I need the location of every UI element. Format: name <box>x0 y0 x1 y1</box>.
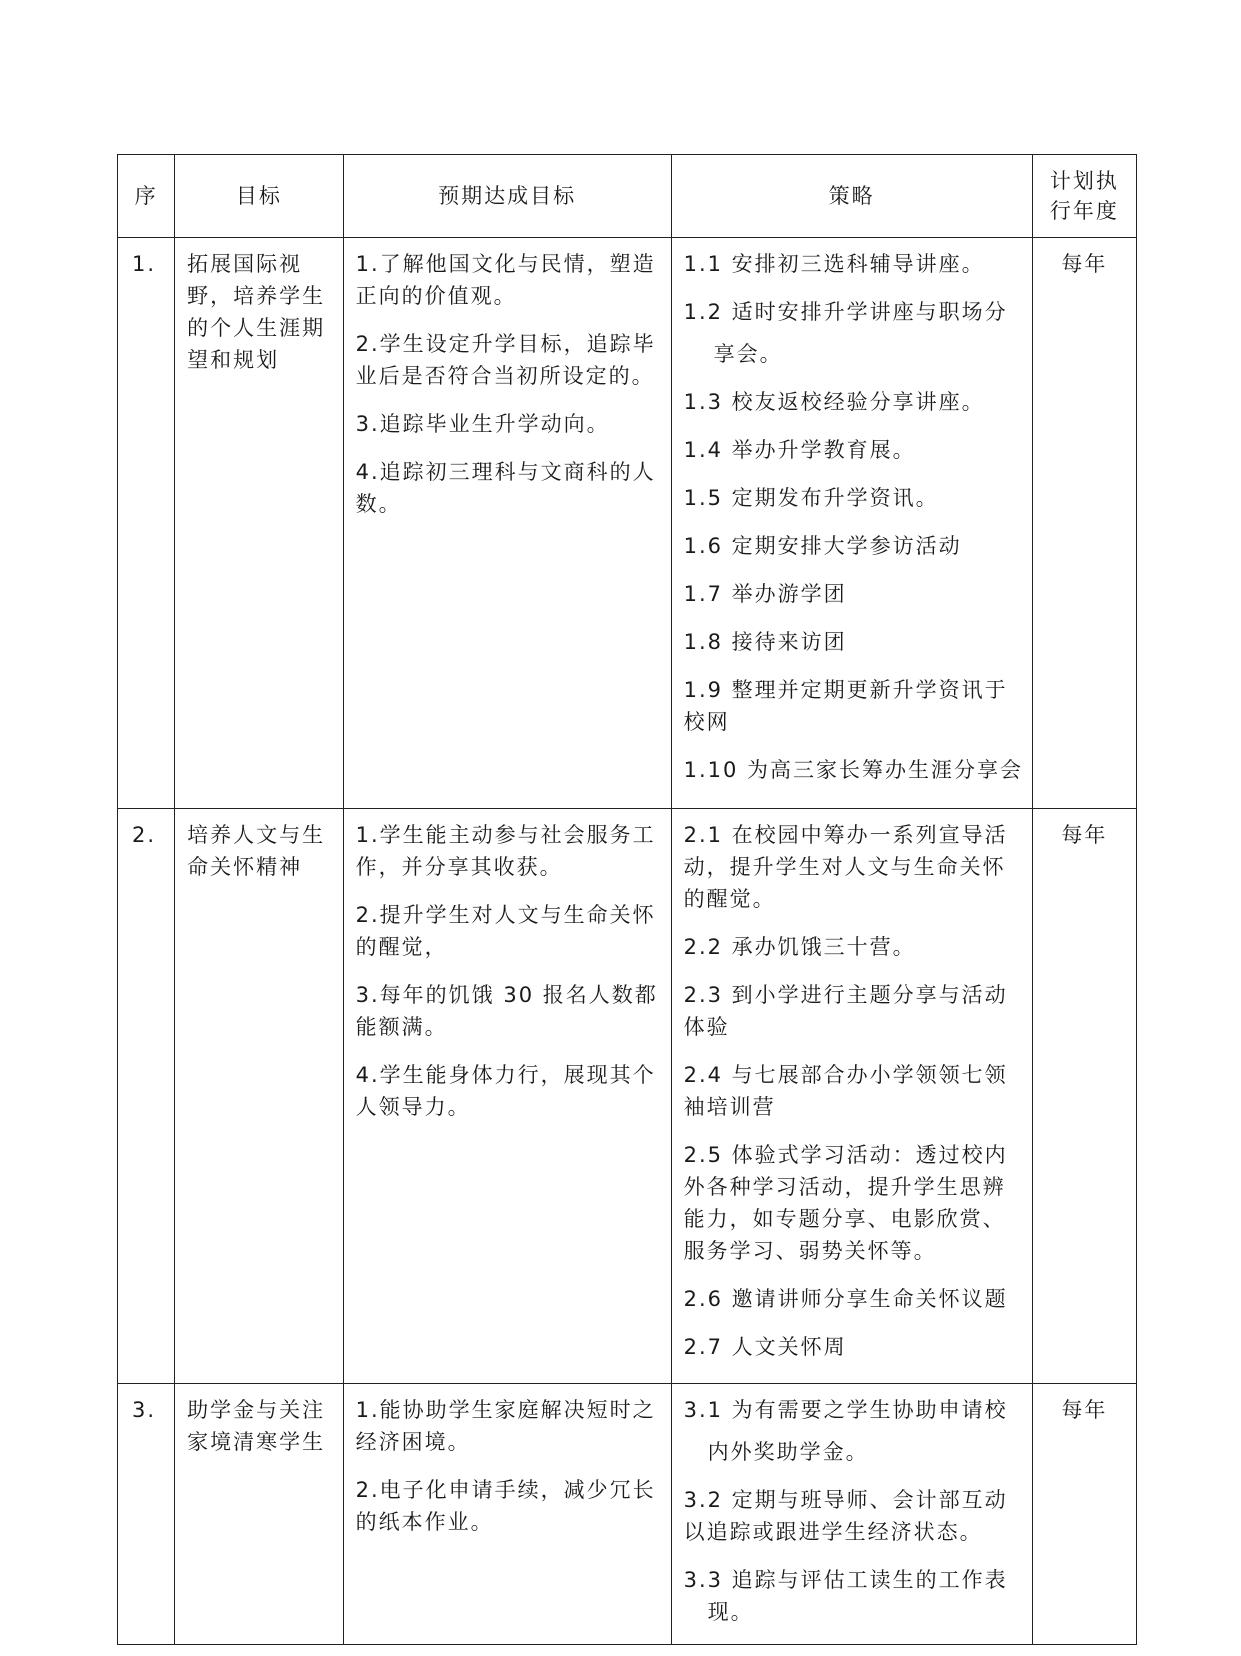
strategy-item-continuation: 内外奖助学金。 <box>707 1440 869 1464</box>
table-header-row <box>118 155 1137 238</box>
strategy-item: 2.5 体验式学习活动：透过校内外各种学习活动，提升学生思辨能力，如专题分享、电影欣赏、服务学习、弱势关怀等。 <box>683 1143 1008 1263</box>
header-year-text: 计划执行年度 <box>1049 169 1119 223</box>
expected-item: 1.能协助学生家庭解决短时之经济困境。 <box>355 1398 656 1454</box>
row-goal: 助学金与关注家境清寒学生 <box>187 1398 326 1454</box>
expected-item: 1.了解他国文化与民情，塑造正向的价值观。 <box>355 252 656 308</box>
row-year-cell <box>1032 1384 1136 1645</box>
strategy-item: 2.2 承办饥饿三十营。 <box>683 935 916 959</box>
strategy-item: 1.7 举办游学团 <box>683 582 847 606</box>
row-strategy-cell <box>671 809 1032 1384</box>
row-expected-cell <box>343 809 671 1384</box>
row-strategy-cell <box>671 238 1032 809</box>
table-row <box>118 809 1137 1384</box>
header-goal: 目标 <box>175 155 343 238</box>
strategy-item: 1.1 安排初三选科辅导讲座。 <box>683 252 985 276</box>
expected-item: 3.每年的饥饿 30 报名人数都能额满。 <box>355 983 658 1039</box>
strategy-item: 1.8 接待来访团 <box>683 630 847 654</box>
expected-item: 3.追踪毕业生升学动向。 <box>355 412 610 436</box>
row-seq-cell <box>118 1384 175 1645</box>
row-year: 每年 <box>1061 823 1108 847</box>
row-seq: 2. <box>132 823 157 847</box>
strategy-item-continuation: 现。 <box>707 1600 754 1624</box>
strategy-item: 3.1 为有需要之学生协助申请校 <box>683 1398 1008 1422</box>
header-year <box>1032 155 1136 238</box>
row-year-cell <box>1032 238 1136 809</box>
row-expected-cell <box>343 1384 671 1645</box>
strategy-item: 1.10 为高三家长筹办生涯分享会 <box>683 758 1024 782</box>
strategy-item: 3.3 追踪与评估工读生的工作表 <box>683 1568 1008 1592</box>
row-seq: 3. <box>132 1398 157 1422</box>
strategy-item: 1.9 整理并定期更新升学资讯于校网 <box>683 678 1008 734</box>
row-strategy-cell <box>671 1384 1032 1645</box>
row-expected-cell <box>343 238 671 809</box>
row-seq-cell <box>118 809 175 1384</box>
row-goal: 培养人文与生命关怀精神 <box>187 823 326 879</box>
row-seq-cell <box>118 238 175 809</box>
strategy-item: 2.6 邀请讲师分享生命关怀议题 <box>683 1287 1008 1311</box>
expected-item: 1.学生能主动参与社会服务工作，并分享其收获。 <box>355 823 656 879</box>
strategy-item: 1.5 定期发布升学资讯。 <box>683 486 939 510</box>
row-seq: 1. <box>132 252 157 276</box>
row-goal: 拓展国际视野，培养学生的个人生涯期望和规划 <box>187 252 326 372</box>
expected-item: 2.提升学生对人文与生命关怀的醒觉， <box>355 903 656 959</box>
row-goal-cell <box>175 238 343 809</box>
row-year-cell <box>1032 809 1136 1384</box>
strategy-item: 1.3 校友返校经验分享讲座。 <box>683 390 985 414</box>
row-goal-cell <box>175 1384 343 1645</box>
row-year: 每年 <box>1061 252 1108 276</box>
table-row <box>118 1384 1137 1645</box>
strategy-item: 3.2 定期与班导师、会计部互动以追踪或跟进学生经济状态。 <box>683 1488 1008 1544</box>
table-row <box>118 238 1137 809</box>
strategy-item: 2.3 到小学进行主题分享与活动体验 <box>683 983 1008 1039</box>
row-year: 每年 <box>1061 1398 1108 1422</box>
strategy-item: 2.4 与七展部合办小学领领七领袖培训营 <box>683 1063 1008 1119</box>
expected-item: 2.学生设定升学目标，追踪毕业后是否符合当初所设定的。 <box>355 332 656 388</box>
expected-item: 2.电子化申请手续，减少冗长的纸本作业。 <box>355 1478 656 1534</box>
header-expected: 预期达成目标 <box>343 155 671 238</box>
expected-item: 4.学生能身体力行，展现其个人领导力。 <box>355 1063 656 1119</box>
strategy-item: 1.2 适时安排升学讲座与职场分 <box>683 300 1008 324</box>
strategy-item: 1.4 举办升学教育展。 <box>683 438 916 462</box>
strategy-item-continuation: 享会。 <box>713 342 783 366</box>
strategy-item: 2.1 在校园中筹办一系列宣导活动，提升学生对人文与生命关怀的醒觉。 <box>683 823 1008 911</box>
plan-table <box>117 154 1137 1645</box>
strategy-item: 2.7 人文关怀周 <box>683 1335 847 1359</box>
header-seq: 序 <box>118 155 175 238</box>
expected-item: 4.追踪初三理科与文商科的人数。 <box>355 460 656 516</box>
row-goal-cell <box>175 809 343 1384</box>
header-strategy: 策略 <box>671 155 1032 238</box>
strategy-item: 1.6 定期安排大学参访活动 <box>683 534 962 558</box>
